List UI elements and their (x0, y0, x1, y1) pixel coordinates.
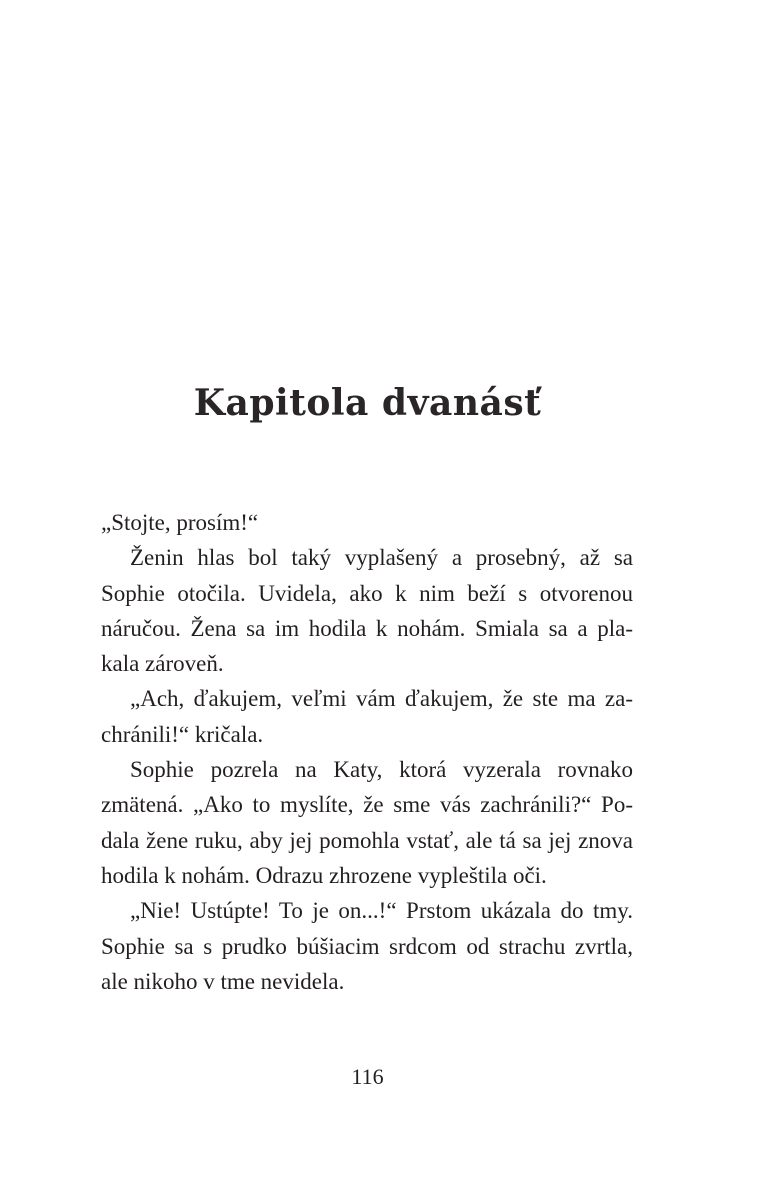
page-number: 116 (351, 1064, 384, 1089)
text-line: Sophie sa s prudko búšiacim srdcom od strachu zvrtla, (101, 933, 633, 959)
text-line: zmätená. „Ako to myslíte, že sme vás zachránili?“ Po- (101, 792, 633, 818)
text-line: „Nie! Ustúpte! To je on...!“ Prstom ukázala do tmy. (130, 898, 633, 924)
text-line: Sophie pozrela na Katy, ktorá vyzerala rovnako (130, 757, 633, 783)
text-line: chránili!“ kričala. (101, 721, 264, 747)
text-line: Ženin hlas bol taký vyplašený a prosebný, až sa (130, 545, 633, 571)
text-line: kala zároveň. (101, 651, 224, 677)
text-line: hodila k nohám. Odrazu zhrozene vypleštila oči. (101, 862, 547, 888)
text-line: „Stojte, prosím!“ (101, 510, 259, 535)
chapter-title: Kapitola dvanásť (193, 382, 542, 424)
text-line: Sophie otočila. Uvidela, ako k nim beží s otvorenou (101, 580, 633, 606)
text-line: „Ach, ďakujem, veľmi vám ďakujem, že ste ma za- (130, 686, 633, 712)
body-text (101, 505, 633, 999)
text-line: dala žene ruku, aby jej pomohla vstať, ale tá sa jej znova (101, 827, 633, 853)
text-line: ale nikoho v tme nevidela. (101, 968, 345, 994)
text-line: náručou. Žena sa im hodila k nohám. Smiala sa a pla- (101, 615, 633, 641)
